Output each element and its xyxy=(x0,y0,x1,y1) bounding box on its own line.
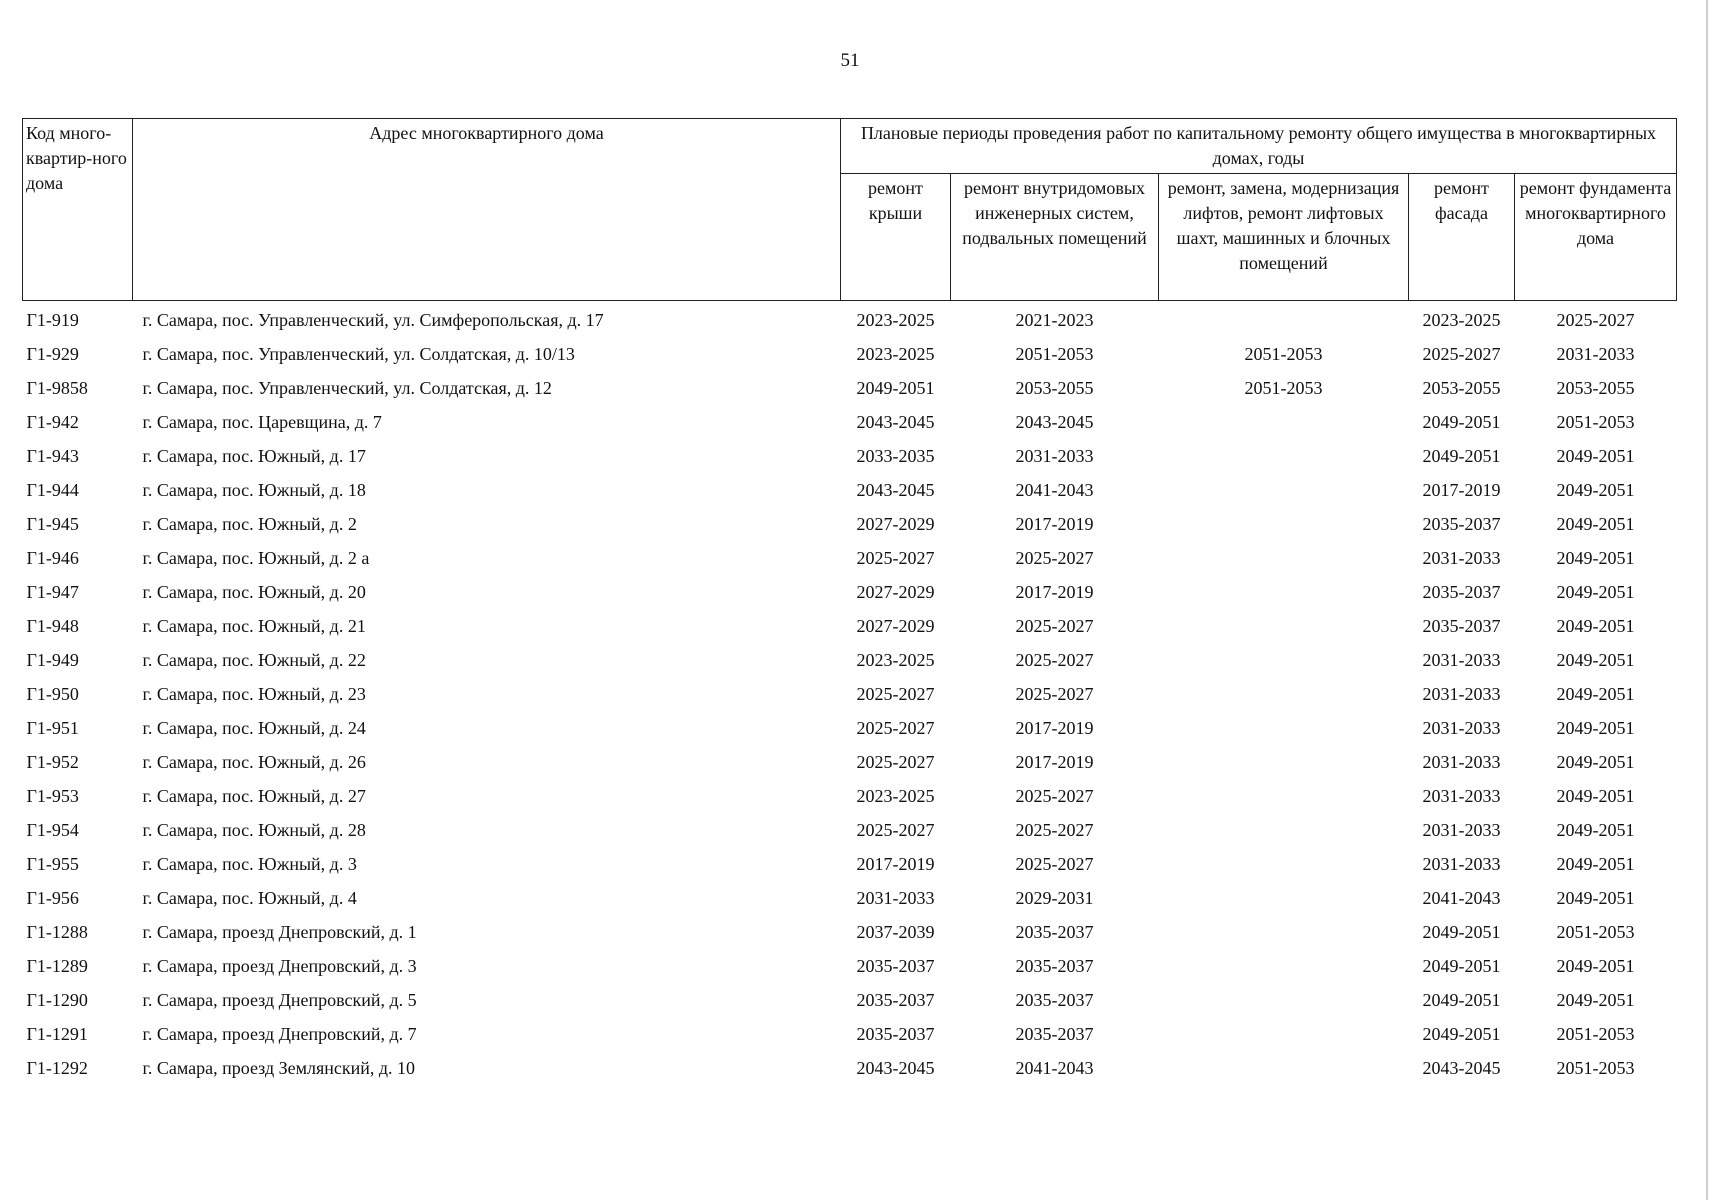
cell-foundation: 2049-2051 xyxy=(1556,853,1635,874)
cell-foundation: 2049-2051 xyxy=(1556,683,1635,704)
cell-address: г. Самара, пос. Управленческий, ул. Солдатская, д. 12 xyxy=(142,377,552,398)
cell-roof: 2025-2027 xyxy=(856,751,935,772)
cell-code: Г1-929 xyxy=(26,343,79,364)
cell-facade: 2031-2033 xyxy=(1422,853,1501,874)
cell-roof: 2049-2051 xyxy=(856,377,935,398)
cell-roof: 2035-2037 xyxy=(856,955,935,976)
table-row xyxy=(23,983,1677,1017)
cell-roof: 2043-2045 xyxy=(856,1057,935,1078)
cell-facade: 2049-2051 xyxy=(1422,921,1501,942)
cell-systems: 2043-2045 xyxy=(1015,411,1094,432)
cell-address: г. Самара, пос. Южный, д. 27 xyxy=(142,785,366,806)
cell-foundation: 2025-2027 xyxy=(1556,309,1635,330)
table-row xyxy=(23,813,1677,847)
cell-roof: 2027-2029 xyxy=(856,581,935,602)
cell-systems: 2035-2037 xyxy=(1015,921,1094,942)
cell-code: Г1-919 xyxy=(26,309,79,330)
cell-lifts xyxy=(1159,949,1409,983)
cell-address: г. Самара, проезд Землянский, д. 10 xyxy=(142,1057,416,1078)
cell-roof: 2025-2027 xyxy=(856,819,935,840)
cell-code: Г1-1291 xyxy=(26,1023,88,1044)
cell-facade: 2031-2033 xyxy=(1422,751,1501,772)
cell-address: г. Самара, пос. Южный, д. 4 xyxy=(142,887,357,908)
cell-address: г. Самара, пос. Южный, д. 28 xyxy=(142,819,366,840)
cell-address: г. Самара, проезд Днепровский, д. 3 xyxy=(142,955,417,976)
cell-code: Г1-949 xyxy=(26,649,79,670)
cell-systems: 2025-2027 xyxy=(1015,853,1094,874)
cell-foundation: 2049-2051 xyxy=(1556,445,1635,466)
cell-systems: 2025-2027 xyxy=(1015,683,1094,704)
cell-roof: 2025-2027 xyxy=(856,683,935,704)
cell-lifts xyxy=(1159,643,1409,677)
cell-lifts xyxy=(1159,609,1409,643)
cell-lifts xyxy=(1159,1051,1409,1085)
cell-lifts xyxy=(1159,813,1409,847)
cell-code: Г1-945 xyxy=(26,513,79,534)
cell-facade: 2031-2033 xyxy=(1422,717,1501,738)
cell-foundation: 2049-2051 xyxy=(1556,819,1635,840)
cell-facade: 2031-2033 xyxy=(1422,649,1501,670)
table-row xyxy=(23,541,1677,575)
cell-lifts: 2051-2053 xyxy=(1244,377,1323,398)
cell-address: г. Самара, пос. Управленческий, ул. Солдатская, д. 10/13 xyxy=(142,343,575,364)
cell-foundation: 2049-2051 xyxy=(1556,547,1635,568)
cell-foundation: 2053-2055 xyxy=(1556,377,1635,398)
capital-repair-table xyxy=(22,118,1677,1085)
table-row xyxy=(23,337,1677,371)
table-body xyxy=(23,301,1677,1086)
table-row xyxy=(23,439,1677,473)
cell-code: Г1-953 xyxy=(26,785,79,806)
cell-code: Г1-947 xyxy=(26,581,79,602)
cell-lifts xyxy=(1159,439,1409,473)
cell-facade: 2053-2055 xyxy=(1422,377,1501,398)
cell-code: Г1-948 xyxy=(26,615,79,636)
cell-roof: 2023-2025 xyxy=(856,309,935,330)
cell-address: г. Самара, пос. Южный, д. 22 xyxy=(142,649,366,670)
cell-lifts xyxy=(1159,301,1409,338)
cell-systems: 2029-2031 xyxy=(1015,887,1094,908)
cell-facade: 2041-2043 xyxy=(1422,887,1501,908)
table-row xyxy=(23,1017,1677,1051)
cell-foundation: 2049-2051 xyxy=(1556,479,1635,500)
cell-foundation: 2049-2051 xyxy=(1556,615,1635,636)
table-row xyxy=(23,575,1677,609)
cell-facade: 2025-2027 xyxy=(1422,343,1501,364)
cell-facade: 2049-2051 xyxy=(1422,955,1501,976)
header-facade: ремонт фасада xyxy=(1409,174,1515,301)
cell-systems: 2041-2043 xyxy=(1015,1057,1094,1078)
cell-systems: 2025-2027 xyxy=(1015,785,1094,806)
cell-code: Г1-946 xyxy=(26,547,79,568)
cell-lifts xyxy=(1159,1017,1409,1051)
cell-foundation: 2051-2053 xyxy=(1556,1057,1635,1078)
cell-address: г. Самара, пос. Южный, д. 2 а xyxy=(142,547,370,568)
cell-address: г. Самара, пос. Южный, д. 24 xyxy=(142,717,366,738)
cell-roof: 2033-2035 xyxy=(856,445,935,466)
cell-lifts xyxy=(1159,711,1409,745)
cell-address: г. Самара, пос. Южный, д. 21 xyxy=(142,615,366,636)
cell-lifts xyxy=(1159,507,1409,541)
cell-address: г. Самара, пос. Южный, д. 18 xyxy=(142,479,366,500)
cell-roof: 2027-2029 xyxy=(856,513,935,534)
cell-systems: 2051-2053 xyxy=(1015,343,1094,364)
cell-address: г. Самара, пос. Южный, д. 2 xyxy=(142,513,357,534)
page-number: 51 xyxy=(840,50,860,71)
cell-code: Г1-955 xyxy=(26,853,79,874)
cell-roof: 2025-2027 xyxy=(856,547,935,568)
cell-foundation: 2049-2051 xyxy=(1556,717,1635,738)
cell-foundation: 2051-2053 xyxy=(1556,411,1635,432)
cell-facade: 2043-2045 xyxy=(1422,1057,1501,1078)
table-row xyxy=(23,507,1677,541)
cell-systems: 2035-2037 xyxy=(1015,955,1094,976)
cell-foundation: 2051-2053 xyxy=(1556,1023,1635,1044)
cell-lifts xyxy=(1159,677,1409,711)
cell-address: г. Самара, проезд Днепровский, д. 5 xyxy=(142,989,417,1010)
cell-lifts: 2051-2053 xyxy=(1244,343,1323,364)
cell-roof: 2023-2025 xyxy=(856,343,935,364)
cell-systems: 2025-2027 xyxy=(1015,547,1094,568)
cell-roof: 2027-2029 xyxy=(856,615,935,636)
cell-systems: 2017-2019 xyxy=(1015,717,1094,738)
cell-facade: 2023-2025 xyxy=(1422,309,1501,330)
cell-code: Г1-942 xyxy=(26,411,79,432)
cell-roof: 2035-2037 xyxy=(856,1023,935,1044)
cell-facade: 2049-2051 xyxy=(1422,445,1501,466)
cell-foundation: 2049-2051 xyxy=(1556,785,1635,806)
cell-foundation: 2049-2051 xyxy=(1556,649,1635,670)
cell-foundation: 2031-2033 xyxy=(1556,343,1635,364)
header-roof: ремонт крыши xyxy=(841,174,951,301)
cell-address: г. Самара, пос. Южный, д. 20 xyxy=(142,581,366,602)
cell-facade: 2031-2033 xyxy=(1422,819,1501,840)
cell-foundation: 2049-2051 xyxy=(1556,513,1635,534)
cell-address: г. Самара, пос. Царевщина, д. 7 xyxy=(142,411,382,432)
cell-roof: 2025-2027 xyxy=(856,717,935,738)
cell-systems: 2035-2037 xyxy=(1015,1023,1094,1044)
cell-foundation: 2049-2051 xyxy=(1556,887,1635,908)
scan-edge xyxy=(1706,0,1708,1200)
cell-systems: 2025-2027 xyxy=(1015,819,1094,840)
table-row xyxy=(23,915,1677,949)
cell-systems: 2035-2037 xyxy=(1015,989,1094,1010)
table-row xyxy=(23,677,1677,711)
cell-foundation: 2049-2051 xyxy=(1556,581,1635,602)
cell-code: Г1-9858 xyxy=(26,377,88,398)
cell-address: г. Самара, пос. Южный, д. 17 xyxy=(142,445,366,466)
table-row xyxy=(23,405,1677,439)
cell-foundation: 2049-2051 xyxy=(1556,989,1635,1010)
cell-lifts xyxy=(1159,983,1409,1017)
cell-address: г. Самара, проезд Днепровский, д. 7 xyxy=(142,1023,417,1044)
cell-facade: 2017-2019 xyxy=(1422,479,1501,500)
cell-lifts xyxy=(1159,779,1409,813)
cell-facade: 2049-2051 xyxy=(1422,989,1501,1010)
cell-lifts xyxy=(1159,405,1409,439)
cell-systems: 2031-2033 xyxy=(1015,445,1094,466)
cell-facade: 2035-2037 xyxy=(1422,615,1501,636)
cell-roof: 2017-2019 xyxy=(856,853,935,874)
cell-address: г. Самара, проезд Днепровский, д. 1 xyxy=(142,921,417,942)
cell-facade: 2031-2033 xyxy=(1422,785,1501,806)
cell-lifts xyxy=(1159,745,1409,779)
cell-facade: 2049-2051 xyxy=(1422,1023,1501,1044)
cell-code: Г1-1290 xyxy=(26,989,88,1010)
header-code: Код много-квартир-ного дома xyxy=(23,119,133,301)
cell-roof: 2043-2045 xyxy=(856,411,935,432)
header-foundation: ремонт фундамента многоквартирного дома xyxy=(1515,174,1677,301)
cell-code: Г1-1288 xyxy=(26,921,88,942)
table-row xyxy=(23,1051,1677,1085)
cell-roof: 2037-2039 xyxy=(856,921,935,942)
cell-code: Г1-950 xyxy=(26,683,79,704)
cell-code: Г1-954 xyxy=(26,819,79,840)
cell-address: г. Самара, пос. Южный, д. 3 xyxy=(142,853,357,874)
table-header xyxy=(23,119,1677,301)
header-address: Адрес многоквартирного дома xyxy=(133,119,841,301)
cell-roof: 2031-2033 xyxy=(856,887,935,908)
cell-foundation: 2049-2051 xyxy=(1556,751,1635,772)
cell-lifts xyxy=(1159,473,1409,507)
cell-address: г. Самара, пос. Южный, д. 23 xyxy=(142,683,366,704)
table-row xyxy=(23,371,1677,405)
cell-roof: 2035-2037 xyxy=(856,989,935,1010)
cell-systems: 2025-2027 xyxy=(1015,649,1094,670)
cell-systems: 2025-2027 xyxy=(1015,615,1094,636)
cell-facade: 2035-2037 xyxy=(1422,513,1501,534)
cell-code: Г1-956 xyxy=(26,887,79,908)
cell-code: Г1-1292 xyxy=(26,1057,88,1078)
cell-code: Г1-943 xyxy=(26,445,79,466)
cell-foundation: 2049-2051 xyxy=(1556,955,1635,976)
header-lifts: ремонт, замена, модернизация лифтов, ремонт лифтовых шахт, машинных и блочных помещений xyxy=(1159,174,1409,301)
cell-systems: 2017-2019 xyxy=(1015,581,1094,602)
table-row xyxy=(23,301,1677,338)
cell-roof: 2023-2025 xyxy=(856,649,935,670)
table-row xyxy=(23,643,1677,677)
cell-code: Г1-1289 xyxy=(26,955,88,976)
table-row xyxy=(23,745,1677,779)
header-periods-group: Плановые периоды проведения работ по капитальному ремонту общего имущества в многоквартирных домах, годы xyxy=(841,119,1677,174)
cell-code: Г1-952 xyxy=(26,751,79,772)
cell-facade: 2035-2037 xyxy=(1422,581,1501,602)
cell-lifts xyxy=(1159,575,1409,609)
cell-systems: 2017-2019 xyxy=(1015,513,1094,534)
table-row xyxy=(23,779,1677,813)
cell-roof: 2043-2045 xyxy=(856,479,935,500)
table-row xyxy=(23,473,1677,507)
cell-code: Г1-951 xyxy=(26,717,79,738)
table-row xyxy=(23,609,1677,643)
cell-facade: 2049-2051 xyxy=(1422,411,1501,432)
cell-facade: 2031-2033 xyxy=(1422,547,1501,568)
cell-foundation: 2051-2053 xyxy=(1556,921,1635,942)
cell-facade: 2031-2033 xyxy=(1422,683,1501,704)
cell-systems: 2017-2019 xyxy=(1015,751,1094,772)
cell-systems: 2041-2043 xyxy=(1015,479,1094,500)
table-row xyxy=(23,881,1677,915)
cell-address: г. Самара, пос. Южный, д. 26 xyxy=(142,751,366,772)
table-row xyxy=(23,949,1677,983)
cell-systems: 2021-2023 xyxy=(1015,309,1094,330)
header-systems: ремонт внутридомовых инженерных систем, подвальных помещений xyxy=(951,174,1159,301)
cell-roof: 2023-2025 xyxy=(856,785,935,806)
cell-systems: 2053-2055 xyxy=(1015,377,1094,398)
cell-code: Г1-944 xyxy=(26,479,79,500)
cell-lifts xyxy=(1159,915,1409,949)
cell-address: г. Самара, пос. Управленческий, ул. Симферопольская, д. 17 xyxy=(142,309,604,330)
cell-lifts xyxy=(1159,541,1409,575)
table-row xyxy=(23,847,1677,881)
table-row xyxy=(23,711,1677,745)
cell-lifts xyxy=(1159,881,1409,915)
cell-lifts xyxy=(1159,847,1409,881)
